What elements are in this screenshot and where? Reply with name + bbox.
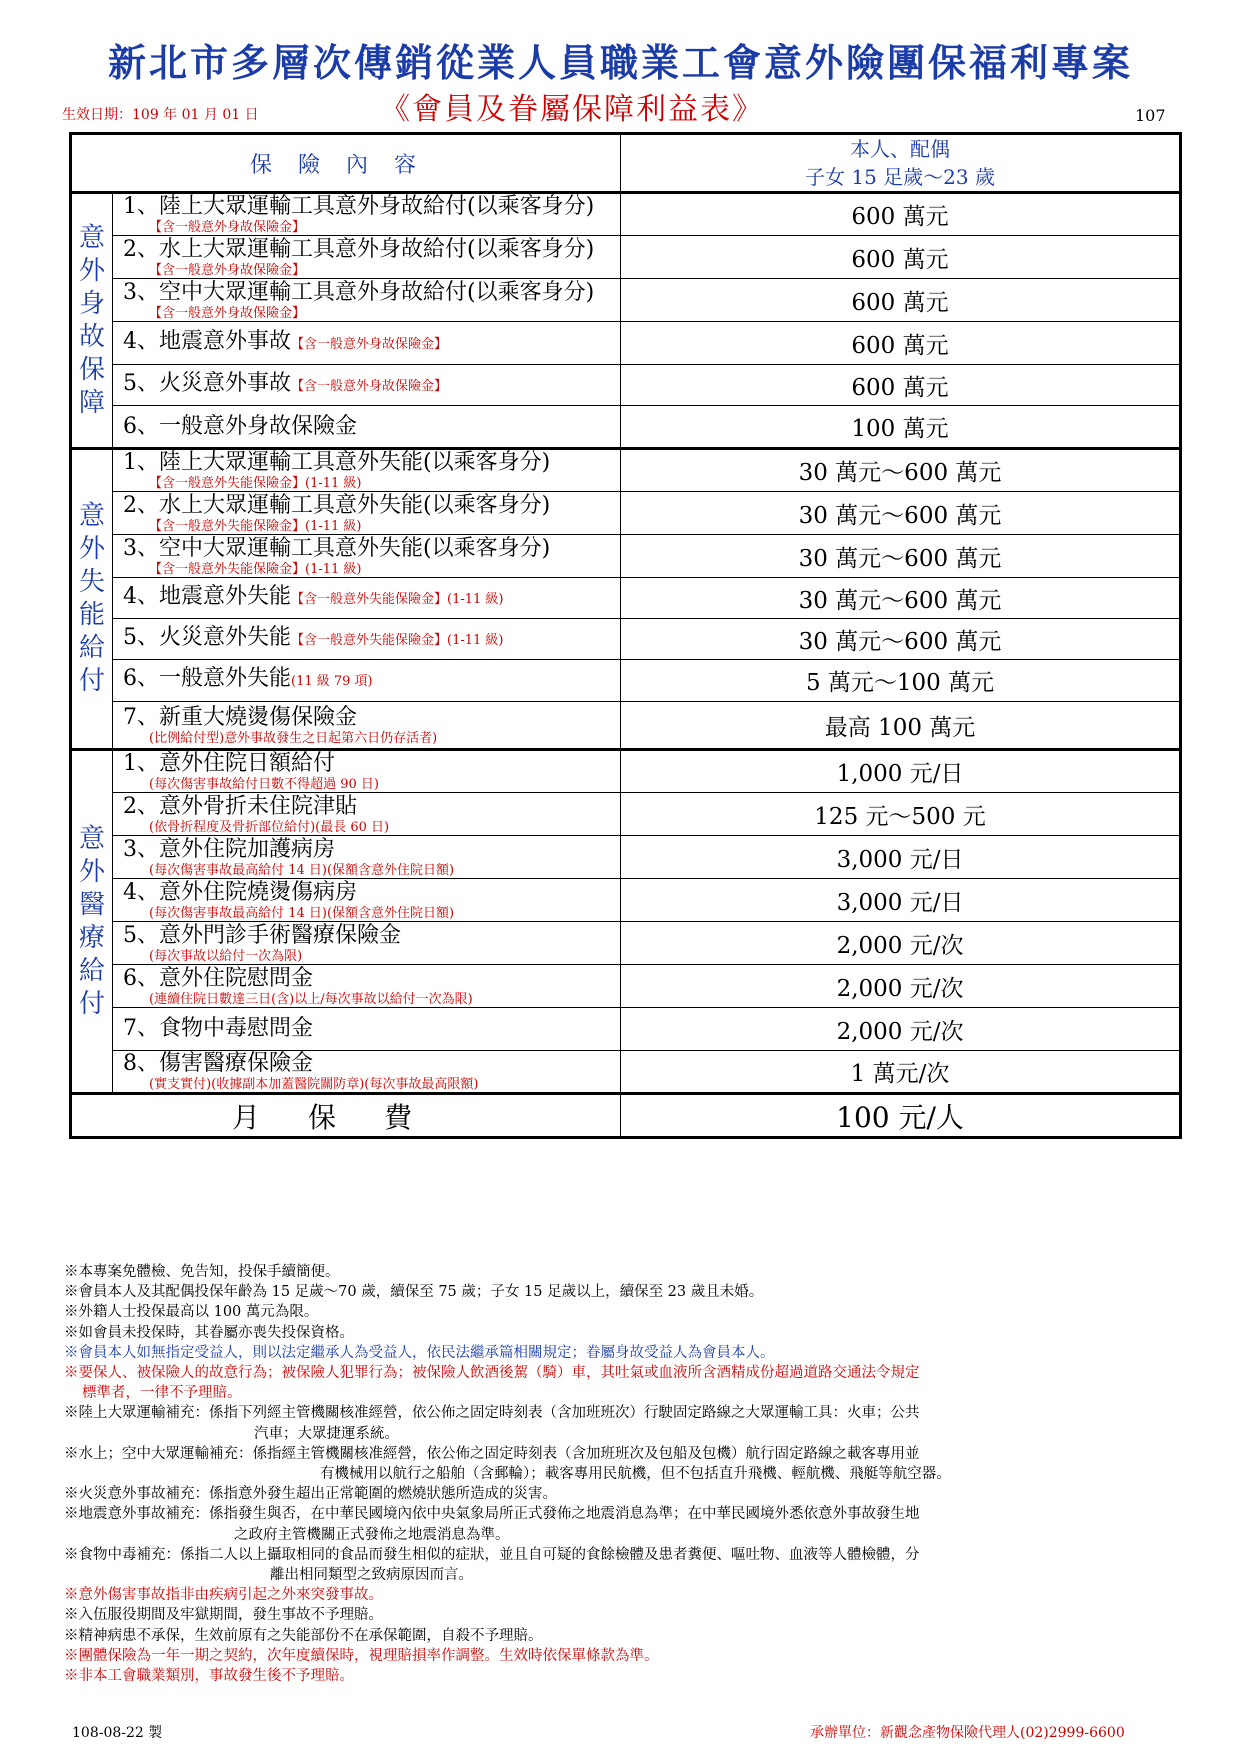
item-value: 125 元～500 元 [621,793,1181,836]
item-text: 4、地震意外失能【含一般意外失能保險金】(1-11 級) [123,583,504,609]
note-line: ※意外傷害事故指非由疾病引起之外來突發事故。 [64,1587,383,1604]
item-cell [113,750,621,793]
table-row [71,193,1181,236]
item-note: 【含一般意外身故保險金】 [149,305,306,321]
table-row [71,492,1181,535]
item-value: 30 萬元～600 萬元 [621,492,1181,535]
item-value: 30 萬元～600 萬元 [621,535,1181,578]
note-line: ※陸上大眾運輸補充：係指下列經主管機關核准經營，依公佈之固定時刻表（含加班班次）行駛固定路線之大眾運輸工具：火車；公共 [64,1405,920,1422]
header-value [621,134,1181,193]
item-cell [113,660,621,702]
item-text: 2、水上大眾運輸工具意外身故給付(以乘客身分) [123,236,595,262]
table-row [71,750,1181,793]
header-value-line2: 子女 15 足歲～23 歲 [805,165,995,189]
item-value: 最高 100 萬元 [621,702,1181,750]
note-line: ※精神病患不承保，生效前原有之失能部份不在承保範圍，自殺不予理賠。 [64,1627,543,1644]
note-line: 汽車；大眾捷運系統。 [254,1425,399,1442]
item-cell [113,535,621,578]
table-row [71,836,1181,879]
item-note: (每次傷害事故給付日數不得超過 90 日) [149,777,379,792]
item-note: (比例給付型)意外事故發生之日起第六日仍存活者) [149,730,438,746]
agent-info: 承辦單位：新觀念產物保險代理人(02)2999-6600 [810,1725,1125,1741]
item-inline-note: 【含一般意外身故保險金】 [291,336,448,352]
item-text: 5、火災意外失能【含一般意外失能保險金】(1-11 級) [123,624,504,650]
section-category: 意 外 失 能 給 付 [71,449,113,750]
item-cell [113,279,621,322]
item-cell [113,449,621,492]
note-line: 有機械用以航行之船舶（含郵輪）；載客專用民航機，但不包括直升飛機、輕航機、飛艇等航空器。 [320,1466,951,1483]
page-subtitle: 《會員及眷屬保障利益表》 [380,92,764,127]
table-row [71,535,1181,578]
item-cell [113,492,621,535]
item-note: (每次傷害事故最高給付 14 日)(保額含意外住院日額) [149,862,455,878]
item-text: 2、水上大眾運輸工具意外失能(以乘客身分) [123,492,551,518]
table-row [71,406,1181,449]
table-row [71,1008,1181,1051]
item-inline-note: (11 級 79 項) [291,674,373,689]
item-text: 7、食物中毒慰問金 [123,1016,313,1041]
item-cell [113,322,621,365]
item-note: (依骨折程度及骨折部位給付)(最長 60 日) [149,819,390,835]
note-line: ※地震意外事故補充：係指發生與否，在中華民國境內依中央氣象局所正式發佈之地震消息為準；在中華民國境外悉依意外事故發生地 [64,1506,920,1523]
item-text: 6、一般意外失能(11 級 79 項) [123,666,373,691]
item-text: 1、意外住院日額給付 [123,751,335,776]
item-text: 6、一般意外身故保險金 [123,413,357,439]
item-text: 6、意外住院慰問金 [123,965,313,991]
monthly-fee-row [71,1094,1181,1138]
item-text: 1、陸上大眾運輸工具意外失能(以乘客身分) [123,450,551,475]
page-number: 107 [1135,106,1166,125]
made-date: 108-08-22 製 [72,1725,163,1741]
table-row [71,660,1181,702]
item-text: 4、地震意外事故【含一般意外身故保險金】 [123,328,448,354]
item-note: (實支實付)(收據副本加蓋醫院關防章)(每次事故最高限額) [149,1077,479,1092]
note-line: 之政府主管機關正式發佈之地震消息為準。 [234,1526,510,1543]
note-line: ※團體保險為一年一期之契約，次年度續保時，視理賠損率作調整。生效時依保單條款為準。 [64,1647,659,1664]
note-line: ※要保人、被保險人的故意行為；被保險人犯罪行為；被保險人飲酒後駕（騎）車，其吐氣或血液所含酒精成份超過道路交通法令規定 [64,1365,920,1382]
item-value: 600 萬元 [621,236,1181,279]
benefits-table [69,132,1182,1139]
table-row [71,702,1181,750]
item-cell [113,836,621,879]
item-cell [113,578,621,619]
item-text: 8、傷害醫療保險金 [123,1051,313,1076]
item-value: 30 萬元～600 萬元 [621,619,1181,660]
table-row [71,619,1181,660]
item-text: 2、意外骨折未住院津貼 [123,793,357,819]
item-text: 3、空中大眾運輸工具意外身故給付(以乘客身分) [123,279,595,305]
item-text: 4、意外住院燒燙傷病房 [123,879,357,905]
item-value: 100 萬元 [621,406,1181,449]
table-header-row [71,134,1181,193]
item-text: 3、空中大眾運輸工具意外失能(以乘客身分) [123,535,551,561]
note-line: ※食物中毒補充：係指二人以上攝取相同的食品而發生相似的症狀，並且自可疑的食餘檢體及患者糞便、嘔吐物、血液等人體檢體，分 [64,1546,920,1563]
header-content: 保險內容 [71,134,621,193]
monthly-fee-value: 100 元/人 [621,1094,1181,1138]
item-cell [113,193,621,236]
item-text: 5、意外門診手術醫療保險金 [123,922,401,948]
item-cell [113,922,621,965]
item-cell [113,619,621,660]
item-value: 600 萬元 [621,365,1181,406]
item-cell [113,236,621,279]
item-value: 3,000 元/日 [621,879,1181,922]
item-value: 3,000 元/日 [621,836,1181,879]
note-line: 標準者，一律不予理賠。 [82,1385,242,1402]
note-line: ※火災意外事故補充：係指意外發生超出正常範圍的燃燒狀態所造成的災害。 [64,1486,557,1503]
table-row [71,793,1181,836]
item-cell [113,365,621,406]
item-note: 【含一般意外身故保險金】 [149,220,306,235]
notes-section [64,1262,1184,1686]
item-inline-note: 【含一般意外身故保險金】 [291,378,448,394]
table-row [71,449,1181,492]
item-note: 【含一般意外失能保險金】(1-11 級) [149,476,362,491]
item-value: 1 萬元/次 [621,1051,1181,1094]
item-value: 2,000 元/次 [621,965,1181,1008]
item-cell [113,702,621,750]
note-line: ※如會員未投保時，其眷屬亦喪失投保資格。 [64,1324,354,1341]
item-value: 600 萬元 [621,322,1181,365]
item-cell [113,1008,621,1051]
item-cell [113,965,621,1008]
table-row [71,922,1181,965]
table-row [71,236,1181,279]
item-value: 30 萬元～600 萬元 [621,449,1181,492]
table-row [71,1051,1181,1094]
item-value: 1,000 元/日 [621,750,1181,793]
header-value-line1: 本人、配偶 [850,137,951,161]
item-value: 30 萬元～600 萬元 [621,578,1181,619]
note-line: ※會員本人如無指定受益人，則以法定繼承人為受益人，依民法繼承篇相關規定；眷屬身故受益人為會員本人。 [64,1344,775,1361]
item-value: 5 萬元～100 萬元 [621,660,1181,702]
item-cell [113,793,621,836]
item-note: 【含一般意外失能保險金】(1-11 級) [149,518,362,534]
table-row [71,365,1181,406]
table-row [71,578,1181,619]
item-note: (連續住院日數達三日(含)以上/每次事故以給付一次為限) [149,991,473,1007]
item-cell [113,879,621,922]
table-row [71,322,1181,365]
item-value: 600 萬元 [621,193,1181,236]
item-value: 2,000 元/次 [621,1008,1181,1051]
note-line: ※會員本人及其配偶投保年齡為 15 足歲～70 歲，續保至 75 歲；子女 15 足歲以上，續保至 23 歲且未婚。 [64,1284,764,1301]
note-line: ※外籍人士投保最高以 100 萬元為限。 [64,1304,319,1321]
item-cell [113,406,621,449]
monthly-fee-label: 月保費 [71,1094,621,1138]
item-inline-note: 【含一般意外失能保險金】(1-11 級) [291,591,504,607]
item-note: (每次傷害事故最高給付 14 日)(保額含意外住院日額) [149,905,455,921]
table-row [71,279,1181,322]
note-line: ※入伍服役期間及牢獄期間，發生事故不予理賠。 [64,1607,383,1624]
note-line: ※非本工會職業類別，事故發生後不予理賠。 [64,1668,354,1685]
item-note: 【含一般意外身故保險金】 [149,262,306,278]
item-value: 2,000 元/次 [621,922,1181,965]
page-title: 新北市多層次傳銷從業人員職業工會意外險團保福利專案 [107,40,1133,85]
item-text: 7、新重大燒燙傷保險金 [123,704,357,730]
item-text: 3、意外住院加護病房 [123,836,335,862]
item-note: 【含一般意外失能保險金】(1-11 級) [149,561,362,577]
item-text: 1、陸上大眾運輸工具意外身故給付(以乘客身分) [123,194,595,219]
note-line: ※本專案免體檢、免告知，投保手續簡便。 [64,1264,340,1280]
note-line: ※水上；空中大眾運輸補充：係指經主管機關核准經營，依公佈之固定時刻表（含加班班次及包船及包機）航行固定路線之載客專用並 [64,1445,920,1462]
item-note: (每次事故以給付一次為限) [149,948,303,964]
item-cell [113,1051,621,1094]
table-row [71,965,1181,1008]
note-line: 離出相同類型之致病原因而言。 [270,1567,473,1584]
item-text: 5、火災意外事故【含一般意外身故保險金】 [123,370,448,396]
section-category: 意 外 身 故 保 障 [71,193,113,449]
table-row [71,879,1181,922]
item-value: 600 萬元 [621,279,1181,322]
effective-date: 生效日期：109 年 01 月 01 日 [62,107,259,123]
item-inline-note: 【含一般意外失能保險金】(1-11 級) [291,632,504,648]
section-category: 意 外 醫 療 給 付 [71,750,113,1094]
